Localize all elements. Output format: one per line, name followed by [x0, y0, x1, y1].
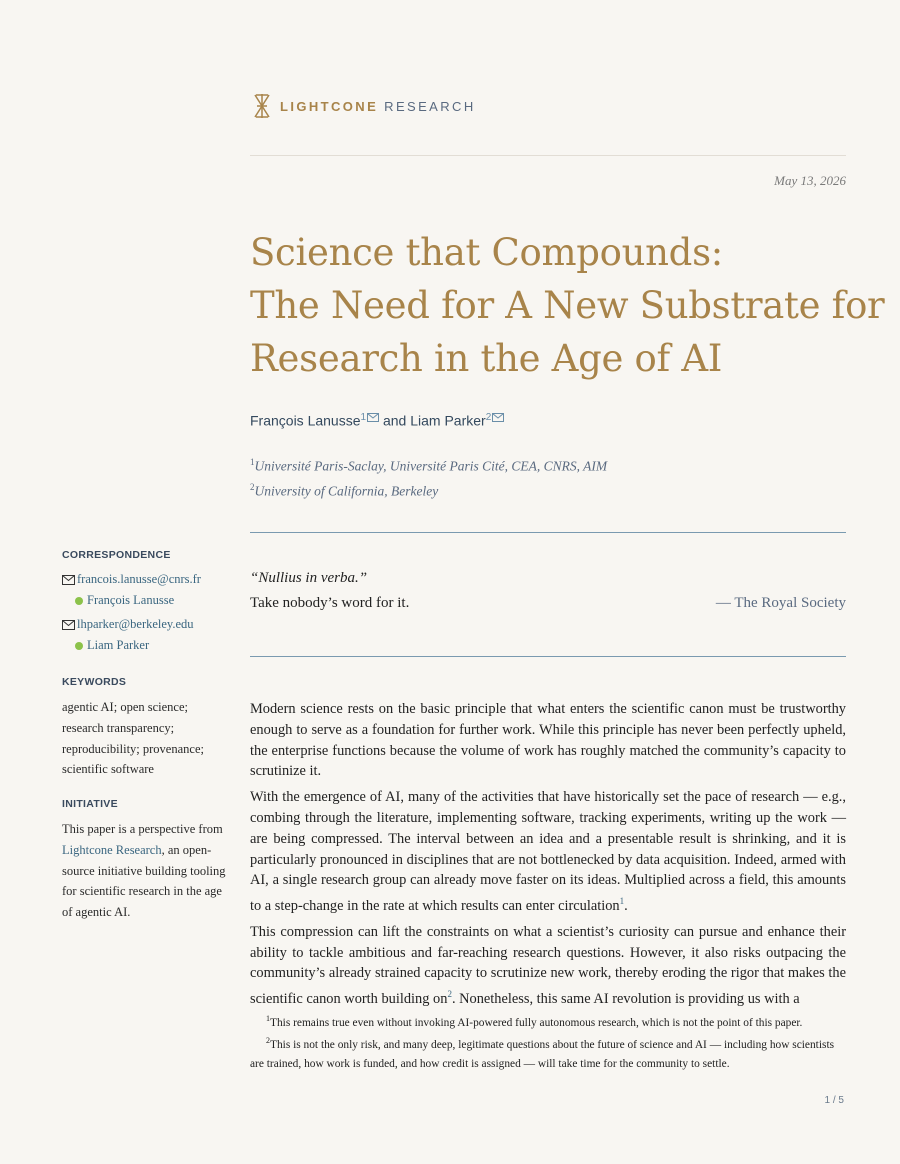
affiliation-sup: 1 [250, 457, 255, 467]
body-text [250, 699, 846, 1015]
correspondence-email-row[interactable] [62, 572, 201, 587]
lightcone-logo-icon [252, 93, 272, 119]
author-affil-sup: 2 [485, 412, 492, 423]
brand-name [280, 99, 476, 114]
email-link[interactable]: lhparker@berkeley.edu [77, 617, 194, 631]
author-joiner: and [382, 412, 407, 429]
title-line-2: The Need for A New Substrate for [250, 284, 885, 327]
correspondence-heading: CORRESPONDENCE [62, 549, 171, 561]
epigraph-translation: Take nobody’s word for it. [250, 595, 410, 611]
title-line-3: Research in the Age of AI [250, 337, 723, 380]
footnote-item [250, 1032, 850, 1073]
epigraph-quote: “Nullius in verba.” [250, 570, 368, 586]
affiliation-item [250, 452, 607, 477]
orcid-icon [75, 642, 83, 650]
author-name: Liam Parker [410, 412, 486, 429]
correspondence-email-row[interactable] [62, 617, 194, 632]
header-divider [250, 155, 846, 156]
author-name: François Lanusse [250, 412, 361, 429]
brand-rest: RESEARCH [384, 98, 476, 114]
envelope-icon[interactable] [492, 413, 504, 422]
keywords-list: agentic AI; open science; research transparency; reproducibility; provenance; scientific software [62, 700, 204, 777]
footnotes [250, 1010, 850, 1073]
epigraph-attribution: — The Royal Society [715, 595, 846, 611]
affiliations [250, 452, 607, 501]
envelope-icon [62, 620, 75, 630]
affiliation-item [250, 477, 607, 502]
affiliation-text: Université Paris-Saclay, Université Paris Cité, CEA, CNRS, AIM [254, 458, 608, 474]
footnote-ref[interactable]: 2 [447, 989, 452, 1000]
envelope-icon[interactable] [367, 413, 379, 422]
footnote-number: 1 [266, 1014, 270, 1023]
footnote-text: This is not the only risk, and many deep, legitimate questions about the future of science and AI — including how scientists are trained, how work is funded, and how credit is assigned — will take time for the community to settle. [250, 1039, 835, 1070]
paper-title [250, 226, 885, 385]
orcid-row[interactable] [75, 638, 149, 653]
body-paragraph: Modern science rests on the basic principle that what enters the scientific canon must be trustworthy enough to serve as a foundation for further work. While this principle has never been perfectly upheld, the enterprise functions because the volume of work has roughly matched the community’s capacity to scrutinize it. [250, 701, 846, 780]
initiative-heading: INITIATIVE [62, 798, 118, 810]
keywords-heading: KEYWORDS [62, 676, 127, 688]
body-paragraph-text: . Nonetheless, this same AI revolution is providing us with a [451, 990, 800, 1007]
publication-date: May 13, 2026 [774, 173, 846, 188]
author-list [250, 412, 504, 429]
title-line-1: Science that Compounds: [250, 231, 723, 274]
envelope-icon [62, 575, 75, 585]
body-paragraph-text: . [624, 897, 628, 914]
brand-bold: LIGHTCONE [280, 98, 379, 114]
footnote-number: 2 [266, 1036, 270, 1046]
footnote-item [250, 1010, 850, 1032]
affiliation-sup: 2 [250, 481, 255, 492]
author-affil-sup: 1 [360, 412, 367, 423]
body-paragraph [250, 787, 846, 917]
page-number: 1 / 5 [824, 1095, 844, 1106]
initiative-text-post: , an open-source initiative building tooling for scientific research in the age of agentic AI. [62, 842, 226, 920]
epigraph-bottom-divider [250, 656, 846, 657]
affiliation-text: University of California, Berkeley [254, 483, 439, 498]
orcid-author-link[interactable]: Liam Parker [87, 638, 150, 652]
body-paragraph [250, 922, 846, 1010]
initiative-text [62, 819, 234, 923]
footnote-text: This remains true even without invoking AI-powered fully autonomous research, which is not the point of this paper. [270, 1016, 803, 1029]
initiative-text-pre: This paper is a perspective from [62, 822, 223, 836]
orcid-author-link[interactable]: François Lanusse [87, 593, 175, 607]
body-paragraph-text: This compression can lift the constraints on what a scientist’s curiosity can pursue and enhance their ability to tackle ambitious and far-reaching research questions. However, it also risks outpacing the community’s already strained capacity to scrutinize new work, thereby eroding the rigor that makes the scientific canon worth building on [250, 923, 846, 1007]
lightcone-research-link[interactable]: Lightcone Research [62, 842, 162, 857]
epigraph-top-divider [250, 532, 846, 533]
body-paragraph-text: With the emergence of AI, many of the activities that have historically set the pace of research — e.g., combing through the literature, implementing software, tracking experiments, writing up the work — are being compressed. The interval between an idea and a presentable result is shrinking, and it is particularly pronounced in disciplines that are not bottlenecked by data acquisition. Indeed, armed with AI, a single research group can already move faster on its ideas. Multiplied across a field, this amounts to a step-change in the rate at which results can enter circulation [250, 789, 846, 914]
footnote-ref[interactable]: 1 [619, 896, 625, 907]
lightcone-logo [252, 93, 476, 119]
orcid-icon [75, 597, 83, 605]
orcid-row[interactable] [75, 593, 174, 608]
email-link[interactable]: francois.lanusse@cnrs.fr [77, 572, 201, 586]
